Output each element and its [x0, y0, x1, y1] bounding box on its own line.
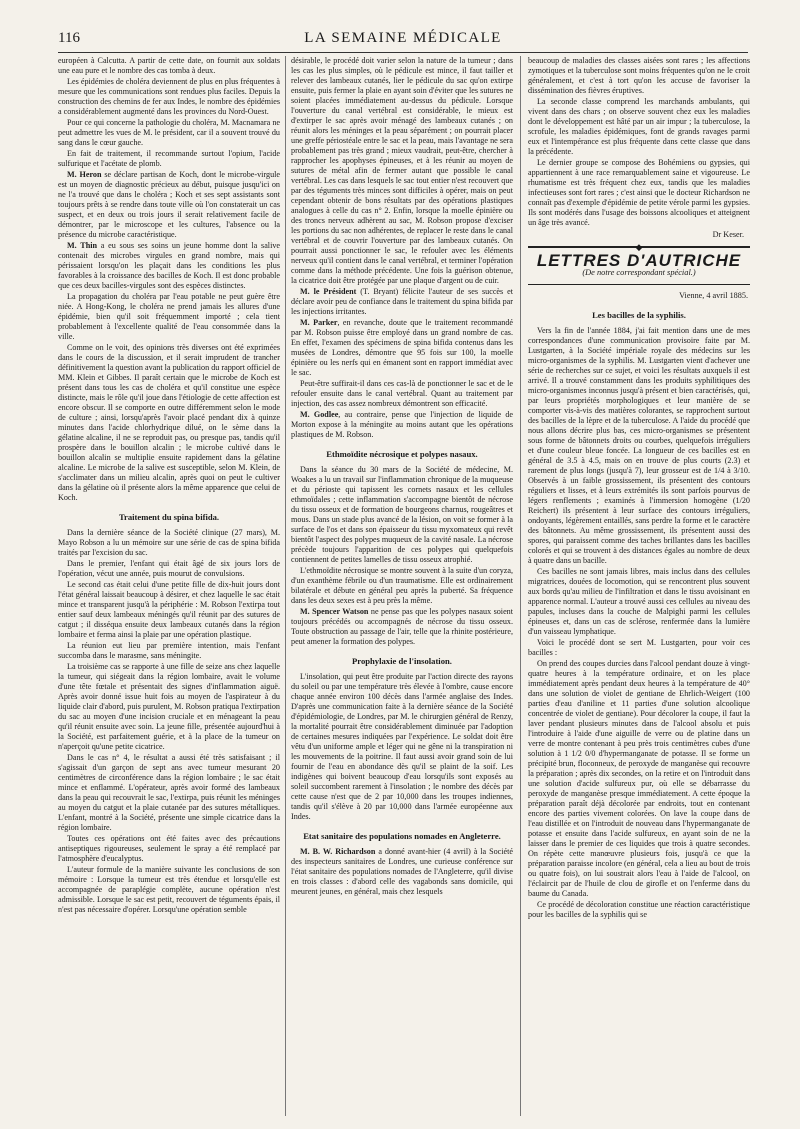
speaker-name: M. B. W. Richardson — [300, 847, 376, 856]
section-heading: Etat sanitaire des populations nomades en Angleterre. — [303, 831, 501, 841]
paragraph: M. B. W. Richardson a donné avant-hier (4 avril) à la Société des inspecteurs sanitaires de Londres, une curieuse conférence sur l'état sanitaire des populations nomades de l'Angleterre, qu'il divise en trois classes : d'abord celle des vagabonds sans domicile, qui meurent jeunes, en général, mais chez lesquels — [291, 847, 513, 896]
page-header — [58, 30, 748, 52]
paragraph: Ces bacilles ne sont jamais libres, mais inclus dans des cellules migratrices, douées de locomotion, qui se rencontrent plus souvent aux bords qu'au milieu de l'infiltration et dans le tissu avoisinant en apparence normal. L'auteur a trouvé aussi ces cellules au niveau des papules, incluses dans la couche de Malpighi parmi les cellules épineuses et, dans un cas de sclérose, renfermée dans la lumière d'un vaisseau lymphatique. — [528, 567, 750, 636]
paragraph: M. le Président (T. Bryant) félicite l'auteur de ses succès et déclare avoir peu de confiance dans le traitement du spina bifida par les injections irritantes. — [291, 287, 513, 316]
banner-subtitle: (De notre correspondant spécial.) — [582, 268, 696, 277]
dateline: Vienne, 4 avril 1885. — [679, 291, 748, 300]
paragraph: L'ethmoïdite nécrosique se montre souvent à la suite d'un coryza, d'un exanthème fébrile ou d'un traumatisme. Elle est ordinairement bilatérale et débute en général peu après la puberté. Sa fréquence dans les deux sexes est à peu près la même. — [291, 566, 513, 605]
article-signature: Dr Keser. — [712, 230, 744, 239]
paragraph: Dans le premier, l'enfant qui était âgé de six jours lors de l'opération, vécut une année, puis mourut de convulsions. — [58, 559, 280, 578]
paragraph: Toutes ces opérations ont été faites avec des précautions antiseptiques rigoureuses, seulement le spray a été remplacé par l'atmosphère d'eucalyptus. — [58, 834, 280, 863]
paragraph: M. Parker, en revanche, doute que le traitement recommandé par M. Robson puisse être employé dans un grand nombre de cas. En effet, l'examen des spécimens de spina bifida contenus dans les musées de Londres, démontre que 95 fois sur 100, la moelle épinière ou les nerfs qui en émanent sont en rapport immédiat avec le sac. — [291, 318, 513, 377]
paragraph: La seconde classe comprend les marchands ambulants, qui vivent dans des chars ; on observe souvent chez eux les maladies dont le développement est hâté par un air impur ; la tuberculose, la scrofule, les maladies épidémiques, font de grands ravages parmi eux et l'intempérance est plus fréquente dans cette classe que dans la précédente. — [528, 97, 750, 156]
paragraph: désirable, le procédé doit varier selon la nature de la tumeur ; dans les cas les plus simples, où le pédicule est mince, il faut tailler et relever des lambeaux cutanés, lier le pédicule du sac qu'on extirpe ensuite, puis fermer la plaie en ayant soin d'éviter que les sutures ne soient placées immédiatement au-dessus du pédicule. Lorsque l'ouverture du canal vertébral est considérable, le mieux est d'extirper le sac après avoir ménagé des lambeaux cutanés ; on réunit alors les méninges et la peau séparément ; on pourrait placer une greffe périostéale entre le sac et la peau, mais l'avantage ne sera probablement pas très grand ; mieux vaudrait, peut-être, chercher à rapprocher les apophyses épineuses, et à les réunir au moyen de sutures de métal afin de fermer autant que possible le canal vertébral. Les cas dans lesquels le sac tout entier n'est recouvert que par des téguments très minces sont difficiles à opérer, mais on peut cependant obtenir de bons résultats par des opérations plastiques analogues à celle du cas n° 2. Enfin, lorsque la moelle épinière ou des troncs nerveux adhèrent au sac, M. Robson propose d'exciser les portions du sac non adhérentes, de replacer le reste dans le canal vertébral et de couvrir l'ouverture par des lambeaux cutanés. On pourrait aussi ponctionner le sac, le refouler avec les éléments nerveux qu'il contient dans le canal vertébral, et terminer l'opération comme dans la méthode précédente. Une fois la guérison obtenue, la cicatrice doit être protégée par une plaque d'argent ou de cuir. — [291, 56, 513, 285]
speaker-name: M. le Président — [300, 287, 357, 296]
speaker-name: M. Godlee — [300, 410, 339, 419]
paragraph: Le dernier groupe se compose des Bohémiens ou gypsies, qui appartiennent à une race remarquablement saine et vigoureuse. Le rhumatisme est très fréquent chez eux, tandis que les maladies infectieuses sont fort rares ; c'est ainsi que le docteur Richardson ne connaît pas d'exemple d'épidémie de petite vérole parmi les gypsies. Ils sont modérés dans l'usage des boissons alcooliques et atteignent un âge très avancé. — [528, 158, 750, 227]
paragraph: M. Godlee, au contraire, pense que l'injection de liquide de Morton expose à la méningite au moins autant que les opérations plastiques de M. Robson. — [291, 410, 513, 439]
section-heading: Ethmoïdite nécrosique et polypes nasaux. — [326, 449, 478, 459]
paragraph: Vers la fin de l'année 1884, j'ai fait mention dans une de mes correspondances d'une communication provisoire faite par M. Lustgarten, à la Société impériale royale des médecins sur les micro-organismes de la syphilis. M. Lustgarten vient d'achever une série de recherches sur ce sujet, et voici les résultats auxquels il est arrivé. Il a trouvé constamment dans les produits syphilitiques des micro-organismes inconnus jusqu'à présent et bien caractérisés, qui, par leurs propriétés morphologiques et leur manière de se comporter vis-à-vis des matières colorantes, se rapprochent surtout des bacilles de la lèpre et de la tuberculose. A l'aide du procédé que nous allons décrire plus bas, ces micro-organismes se présentent sous forme de bâtonnets droits ou courbes, quelquefois irréguliers et d'une couleur bleue foncée. La longueur de ces bacilles est en général de 3.5 à 4.5, mais on en trouve de plus courts (2.3) et rarement de plus longs (jusqu'à 7), leur grosseur est de 1/4 à 3/10. Observés à un faible grossissement, ils présentent des contours réguliers et lisses, et à leurs extrémités ils sont parfois pourvus de légers renflements ; examinés à l'immersion homogène (1/20 Reichert) ils présentent à leur surface des contours irréguliers, ondoyants, légèrement entaillés, sans perdre la forme et le caractère des bâtonnets. Au même grossissement, ils présentent aussi des spores, qui paraissent comme des taches brillantes dans les bacilles colorés et qui se trouvent à des distances égales au nombre de deux à quatre dans un bacille. — [528, 326, 750, 565]
paragraph: M. Heron se déclare partisan de Koch, dont le microbe-virgule est un moyen de diagnostic précieux au début, puisque jusqu'ici on ne l'a trouvé que dans le choléra ; Koch et ses sept assistants sont toujours prêts à se rendre dans toute ville où l'on constaterait un cas suspect, et en deux ou trois jours il serait relativement facile de démontrer, par le microscope et les cultures, l'absence ou la présence du microbe caractéristique. — [58, 170, 280, 239]
paragraph: Voici le procédé dont se sert M. Lustgarten, pour voir ces bacilles : — [528, 638, 750, 657]
journal-title: LA SEMAINE MÉDICALE — [304, 30, 502, 46]
paragraph: La troisième cas se rapporte à une fille de seize ans chez laquelle la tumeur, qui siégeait dans la région lombaire, avait le volume d'une tête fœtale et présentait des signes d'inflammation aiguë. Après avoir donné issue huit fois au moyen de l'aspirateur à du liquide clair d'abord, puis purulent, M. Robson pratiqua l'extirpation du sac au moyen d'une incision cruciale et en ménageant la peau qu'il réunit ensuite avec soin. La jeune fille, présentée aujourd'hui à la Société, est parfaitement guérie, et à la place de la tumeur on n'aperçoit qu'une petite cicatrice. — [58, 662, 280, 751]
header-rule — [58, 52, 748, 53]
paragraph: européen à Calcutta. A partir de cette date, on fournit aux soldats une eau pure et le nombre des cas tomba à deux. — [58, 56, 280, 75]
paragraph: L'auteur formule de la manière suivante les conclusions de son mémoire : Lorsque la tumeur est très étendue et lorsqu'elle est accompagnée de paraplégie complète, aucune opération n'est admissible. Lorsque le sac est petit, recouvert de téguments épais, il n'est pas nécessaire d'opérer. Lorsqu'une opération semble — [58, 865, 280, 914]
paragraph: Dans la séance du 30 mars de la Société de médecine, M. Woakes a lu un travail sur l'inflammation chronique de la muqueuse et du périoste qui tapissent les cornets nasaux et les cellules ethmoïdales ; cette inflammation s'accompagne bientôt de nécrose du tissu osseux et de formation de bourgeons charnus, rougeâtres et mous. Dans un stade plus avancé de la lésion, on voit se former à la surface de l'os et dans son épaisseur du tissu myxomateux qui revêt bientôt l'aspect des polypes muqueux de la cavité nasale. La nécrose précède toujours l'apparition de ces polypes qui quelquefois contiennent de petites lamelles de tissu osseux atrophié. — [291, 465, 513, 564]
paragraph: Les épidémies de choléra deviennent de plus en plus fréquentes à mesure que les communications sont rendues plus faciles. Depuis la construction des chemins de fer aux Indes, le nombre des épidémies a considérablement augmenté dans les provinces du Nord-Ouest. — [58, 77, 280, 116]
paragraph: beaucoup de maladies des classes aisées sont rares ; les affections zymotiques et la tuberculose sont moins fréquentes qu'on ne le croit généralement, et c'est à tort qu'on les accuse de favoriser la dissémination des fièvres éruptives. — [528, 56, 750, 95]
section-banner — [528, 242, 750, 285]
paragraph: Le second cas était celui d'une petite fille de dix-huit jours dont l'état général laissait beaucoup à désirer, et chez laquelle le sac était mince et transparent jusqu'à la périphérie : M. Robson l'extirpa tout entier sauf deux lambeaux méningés qu'il réunit par des sutures de catgut ; il disséqua ensuite deux lambeaux cutanés dans la région lombaire et ferma ainsi la plaie par une opération plastique. — [58, 580, 280, 639]
paragraph: Peut-être suffirait-il dans ces cas-là de ponctionner le sac et de le refouler ensuite dans le canal vertébral. Quant au traitement par injection, des cas assez nombreux démontrent son efficacité. — [291, 379, 513, 408]
paragraph: En fait de traitement, il recommande surtout l'opium, l'acide sulfurique et l'acétate de plomb. — [58, 149, 280, 168]
paragraph: M. Spencer Watson ne pense pas que les polypes nasaux soient toujours précédés ou accompagnés de nécrose du tissu osseux. Toute obstruction au passage de l'air, telle que la rhinite postérieure, peut amener la formation des polypes. — [291, 607, 513, 646]
speaker-name: M. Spencer Watson — [300, 607, 369, 616]
speaker-name: M. Parker — [300, 318, 338, 327]
speaker-name: M. Heron — [67, 170, 102, 179]
column-1 — [58, 56, 280, 1116]
banner-title: LETTRES D'AUTRICHE — [536, 251, 742, 270]
paragraph: Ce procédé de décoloration constitue une réaction caractéristique pour les bacilles de la syphilis qui se — [528, 900, 750, 919]
paragraph: L'insolation, qui peut être produite par l'action directe des rayons du soleil ou par une température très élevée à l'ombre, cause encore chaque année environ 100 décès dans l'armée anglaise des Indes. D'après une communication faite à la dernière séance de la Société d'épidémiologie, de Londres, par M. le chirurgien général de Renzy, la mortalité pourrait être considérablement diminuée par l'adoption de certaines mesures indiquées par l'expérience. Le soldat doit être vêtu d'un uniforme ample et léger qui ne gêne ni la transpiration ni les mouvements de la poitrine. Il faut aussi avoir grand soin de lui fournir de l'eau en abondance dès qu'il se plaint de la soif. Les indigènes qui boivent beaucoup d'eau lorsqu'ils sont exposés au soleil succombent rarement à l'insolation ; le nombre des décès par cette cause n'est que de 2 par 10,000 dans les troupes indiennes, tandis qu'il s'élève à 20 par 10,000 dans l'armée européenne aux Indes. — [291, 672, 513, 821]
paragraph: Dans la dernière séance de la Société clinique (27 mars), M. Mayo Robson a lu un mémoire sur une série de cas de spina bifida traités par l'excision du sac. — [58, 528, 280, 557]
paragraph: Comme on le voit, des opinions très diverses ont été exprimées dans le cours de la discussion, et il serait imprudent de trancher définitivement la question avant la publication du rapport officiel de MM. Klein et Gibbes. Il paraît certain que le microbe de Koch est présent dans tous les cas de choléra et qu'il constitue une espèce distincte, mais le rôle qu'il joue dans l'étiologie de cette affection est encore obscur. Il se comporte en outre différemment selon le mode de culture ; ainsi, lorsqu'après l'avoir placé pendant dix à quinze minutes dans l'acide chlorhydrique dilué, on le sème dans la gélatine alcaline, il ne se reproduit pas, ou presque pas, tandis qu'il prospère dans le bouillon alcalin ; le microbe cultivé dans le bouillon alcalin se multiplie ensuite rapidement dans la gélatine alcaline. Le microbe de la salive est susceptible, selon M. Klein, de s'acclimater dans un milieu alcalin, après quoi on peut le cultiver dans la gélatine où il présente alors la même apparence que celui de Koch. — [58, 343, 280, 502]
section-heading: Les bacilles de la syphilis. — [592, 310, 686, 320]
paragraph: La réunion eut lieu par première intention, mais l'enfant succomba dans le marasme, sans méningite. — [58, 641, 280, 660]
paragraph: On prend des coupes durcies dans l'alcool pendant douze à vingt-quatre heures à la température ordinaire, et on les place immédiatement après pendant deux heures à la température de 40° dans une solution de violet de gentiane de Ehrlich-Weigert (100 parties d'eau d'aniline et 11 parties d'une solution alcoolique concentrée de violet de gentiane). Pour décolorer la coupe, il faut la laver pendant plusieurs minutes dans de l'alcool absolu et puis l'introduire à l'aide d'une aiguille de verre ou de platine dans un verre de montre contenant à peu près trois centimètres cubes d'une solution à 1 1/2 0/0 d'hypermanganate de potasse. Il se forme un précipité brun, floconneux, de peroxyde de manganèse qui recouvre la préparation ; après dix secondes, on la retire et on l'introduit dans une solution d'acide sulfureux pur, où elle se débarrasse du peroxyde de manganèse presque immédiatement. A cette époque la préparation paraît déjà décolorée par endroits, tout en contenant encore des parties vivement colorées. On lave la coupe dans de l'eau distillée et on l'introduit de nouveau dans l'hypermanganate de potasse et ensuite dans l'acide sulfureux, en ayant soin de ne la laisser dans le premier de ces liquides que trois à quatre secondes. On répète cette manœuvre plusieurs fois, jusqu'à ce que la préparation paraisse incolore (en général, cela a lieu au bout de trois ou quatre fois), on lui soustrait alors l'eau à l'aide de l'alcool, on l'éclaircit par de l'huile de clou de girofle et on l'enferme dans du baume du Canada. — [528, 659, 750, 898]
section-heading: Prophylaxie de l'insolation. — [352, 656, 452, 666]
column-divider — [520, 56, 521, 1116]
column-3 — [528, 56, 750, 1116]
paragraph: La propagation du choléra par l'eau potable ne peut guère être niée. A Hong-Kong, le choléra ne prend jamais les allures d'une épidémie, bien qu'il soit fréquemment importé ; cela tient probablement à l'excellente qualité de l'eau consommée dans la ville. — [58, 292, 280, 341]
ornament-diamond-icon: ◆ — [635, 242, 643, 252]
column-2 — [291, 56, 513, 1116]
speaker-name: M. Thin — [67, 241, 98, 250]
column-divider — [285, 56, 286, 1116]
paragraph: Pour ce qui concerne la pathologie du choléra, M. Macnamara ne peut admettre les vues de M. le président, car il a souvent trouvé du sang dans le cœur gauche. — [58, 118, 280, 147]
page-number: 116 — [58, 30, 80, 46]
paragraph: Dans le cas n° 4, le résultat a aussi été très satisfaisant ; il s'agissait d'un garçon de sept ans avec tumeur mesurant 20 centimètres de circonférence dans la région lombaire ; le sac était mince et enflammé. L'opérateur, après avoir formé des lambeaux dans la peau qui recouvrait le sac, l'extirpa, puis réunit les méninges au moyen du catgut et la plaie cutanée par des sutures métalliques. L'enfant, montré à la Société, présente une simple cicatrice dans la région lombaire. — [58, 753, 280, 832]
section-heading: Traitement du spina bifida. — [118, 512, 220, 522]
paragraph: M. Thin a eu sous ses soins un jeune homme dont la salive contenait des microbes virgules en grand nombre, mais qui périssaient lorsqu'on les plaçait dans les conditions les plus favorables à la croissance des bacilles de Koch. Il est donc probable que ces deux bacilles-virgules sont des espèces distinctes. — [58, 241, 280, 290]
